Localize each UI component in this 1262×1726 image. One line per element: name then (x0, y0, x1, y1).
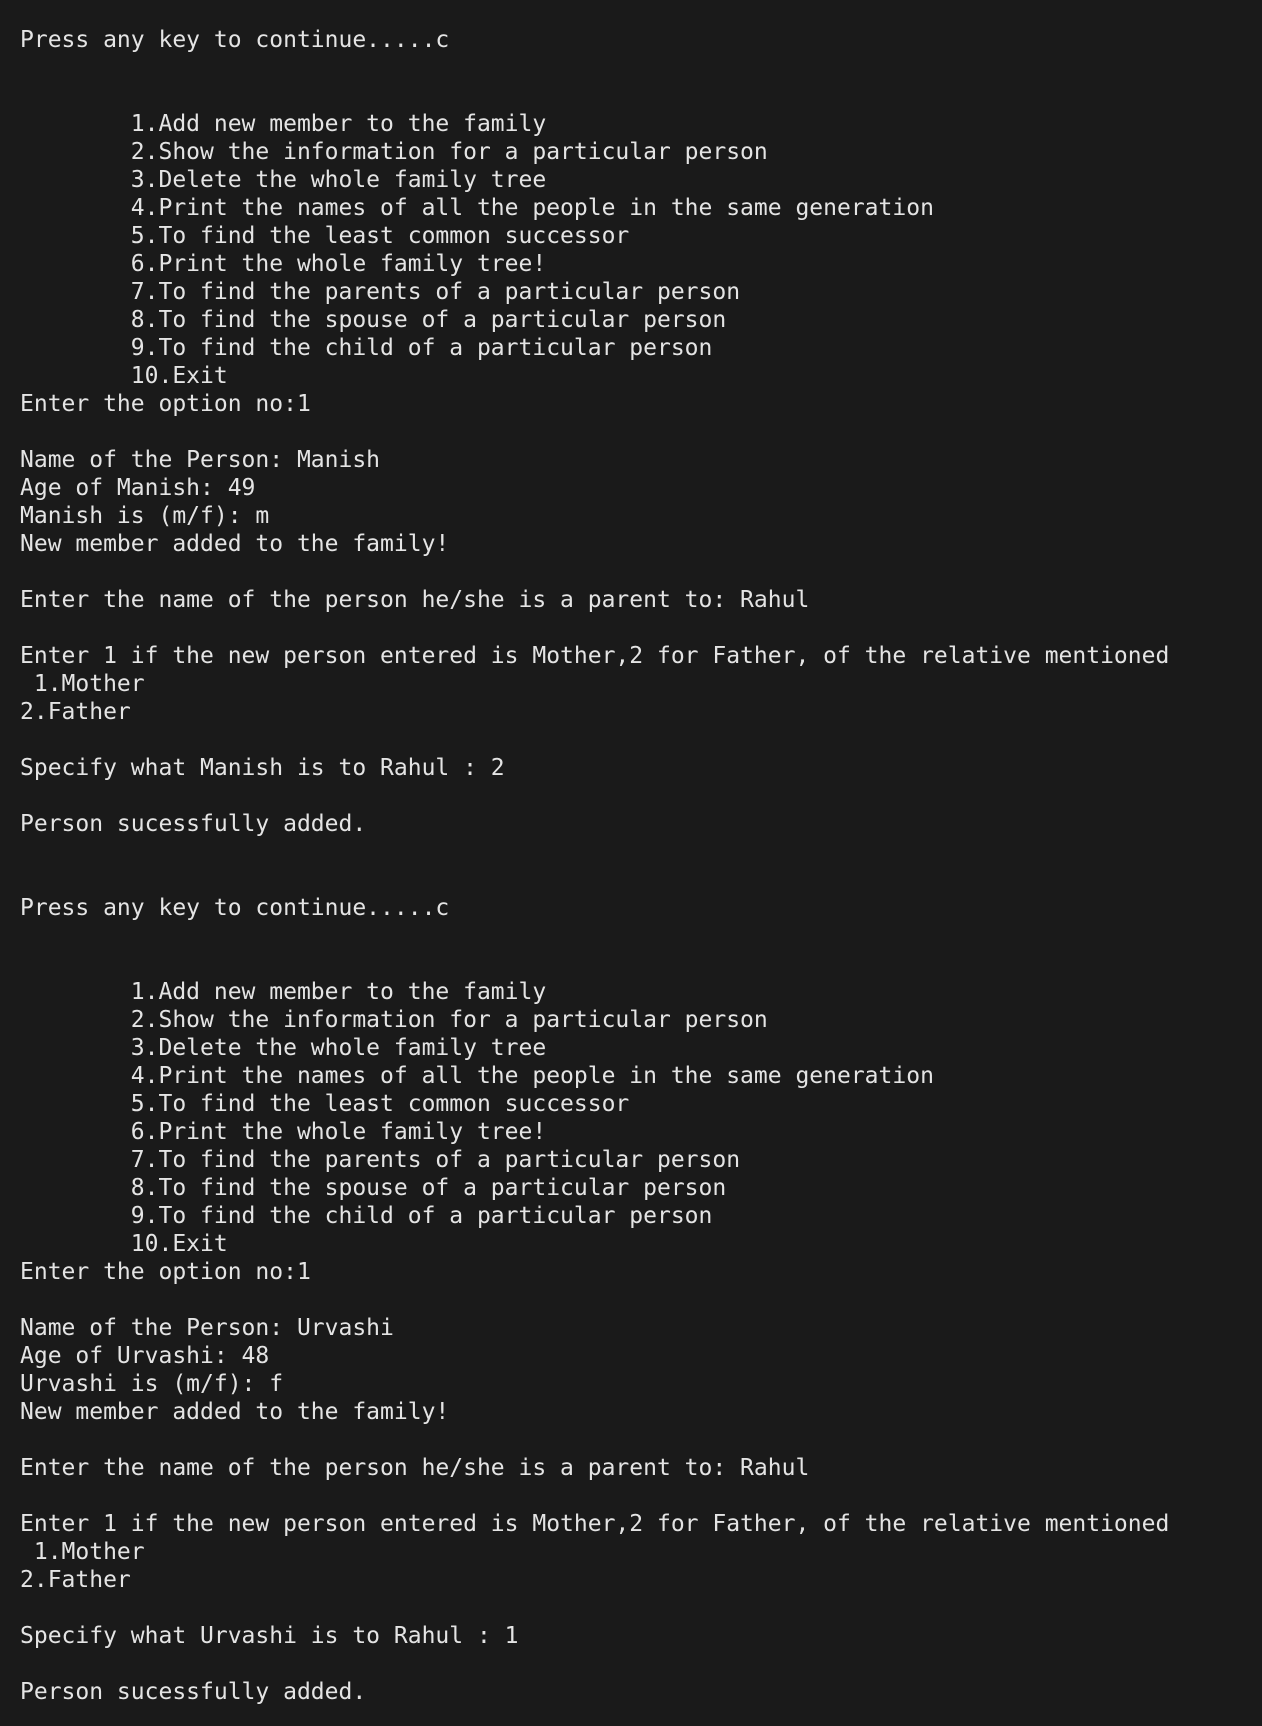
terminal-line: 6.Print the whole family tree! (20, 1119, 547, 1145)
terminal-line (20, 418, 1262, 446)
terminal-line: New member added to the family! (20, 531, 450, 557)
terminal-line: 1.Mother (20, 1539, 145, 1565)
terminal-line: Person sucessfully added. (20, 811, 367, 837)
terminal-line: Urvashi is (m/f): f (20, 1371, 284, 1397)
terminal-line (20, 866, 1262, 894)
terminal-line: 2.Father (20, 699, 131, 725)
terminal-line (20, 838, 1262, 866)
terminal-line (20, 614, 1262, 642)
terminal-line: 8.To find the spouse of a particular person (20, 1175, 727, 1201)
terminal-line (20, 1286, 1262, 1314)
terminal-line: Age of Manish: 49 (20, 475, 256, 501)
terminal-line (20, 1594, 1262, 1622)
terminal-line: 2.Show the information for a particular person (20, 1007, 768, 1033)
terminal-line: 9.To find the child of a particular person (20, 335, 713, 361)
terminal-line: Person sucessfully added. (20, 1679, 367, 1705)
terminal-line: 7.To find the parents of a particular person (20, 279, 741, 305)
terminal-line: 4.Print the names of all the people in the same generation (20, 1063, 934, 1089)
terminal-line: 7.To find the parents of a particular person (20, 1147, 741, 1173)
terminal-line: Enter 1 if the new person entered is Mother,2 for Father, of the relative mentioned (20, 1511, 1170, 1537)
terminal-line (20, 1482, 1262, 1510)
terminal-line: Press any key to continue.....c (20, 27, 450, 53)
terminal-line (20, 726, 1262, 754)
terminal-line: Age of Urvashi: 48 (20, 1343, 270, 1369)
terminal-line: 6.Print the whole family tree! (20, 251, 547, 277)
terminal-line: 3.Delete the whole family tree (20, 167, 547, 193)
terminal-line (20, 782, 1262, 810)
terminal-line: Specify what Urvashi is to Rahul : 1 (20, 1623, 519, 1649)
terminal-line: Enter the option no:1 (20, 1259, 311, 1285)
terminal-line (20, 1650, 1262, 1678)
terminal-line: 8.To find the spouse of a particular person (20, 307, 727, 333)
terminal-line: Enter the name of the person he/she is a parent to: Rahul (20, 587, 810, 613)
terminal-line: 10.Exit (20, 363, 228, 389)
terminal-line: 4.Print the names of all the people in the same generation (20, 195, 934, 221)
terminal-line: 5.To find the least common successor (20, 223, 630, 249)
terminal-line: Name of the Person: Urvashi (20, 1315, 394, 1341)
terminal-line: New member added to the family! (20, 1399, 450, 1425)
terminal-line (20, 950, 1262, 978)
terminal-line: 9.To find the child of a particular person (20, 1203, 713, 1229)
terminal-line: 3.Delete the whole family tree (20, 1035, 547, 1061)
terminal-line: Enter the name of the person he/she is a parent to: Rahul (20, 1455, 810, 1481)
terminal-line: 1.Add new member to the family (20, 111, 547, 137)
terminal-line (20, 1426, 1262, 1454)
terminal-line: Manish is (m/f): m (20, 503, 270, 529)
terminal-line: Enter 1 if the new person entered is Mother,2 for Father, of the relative mentioned (20, 643, 1170, 669)
terminal-line: Specify what Manish is to Rahul : 2 (20, 755, 505, 781)
terminal-line: Enter the option no:1 (20, 391, 311, 417)
terminal-line: 1.Mother (20, 671, 145, 697)
terminal-line (20, 54, 1262, 82)
terminal-line: 5.To find the least common successor (20, 1091, 630, 1117)
terminal-line (20, 922, 1262, 950)
terminal-line (20, 558, 1262, 586)
terminal-line: Name of the Person: Manish (20, 447, 381, 473)
terminal-line: Press any key to continue.....c (20, 895, 450, 921)
terminal-line: 2.Father (20, 1567, 131, 1593)
terminal-line (20, 82, 1262, 110)
terminal-line: 1.Add new member to the family (20, 979, 547, 1005)
terminal-line: 10.Exit (20, 1231, 228, 1257)
terminal-line: 2.Show the information for a particular person (20, 139, 768, 165)
